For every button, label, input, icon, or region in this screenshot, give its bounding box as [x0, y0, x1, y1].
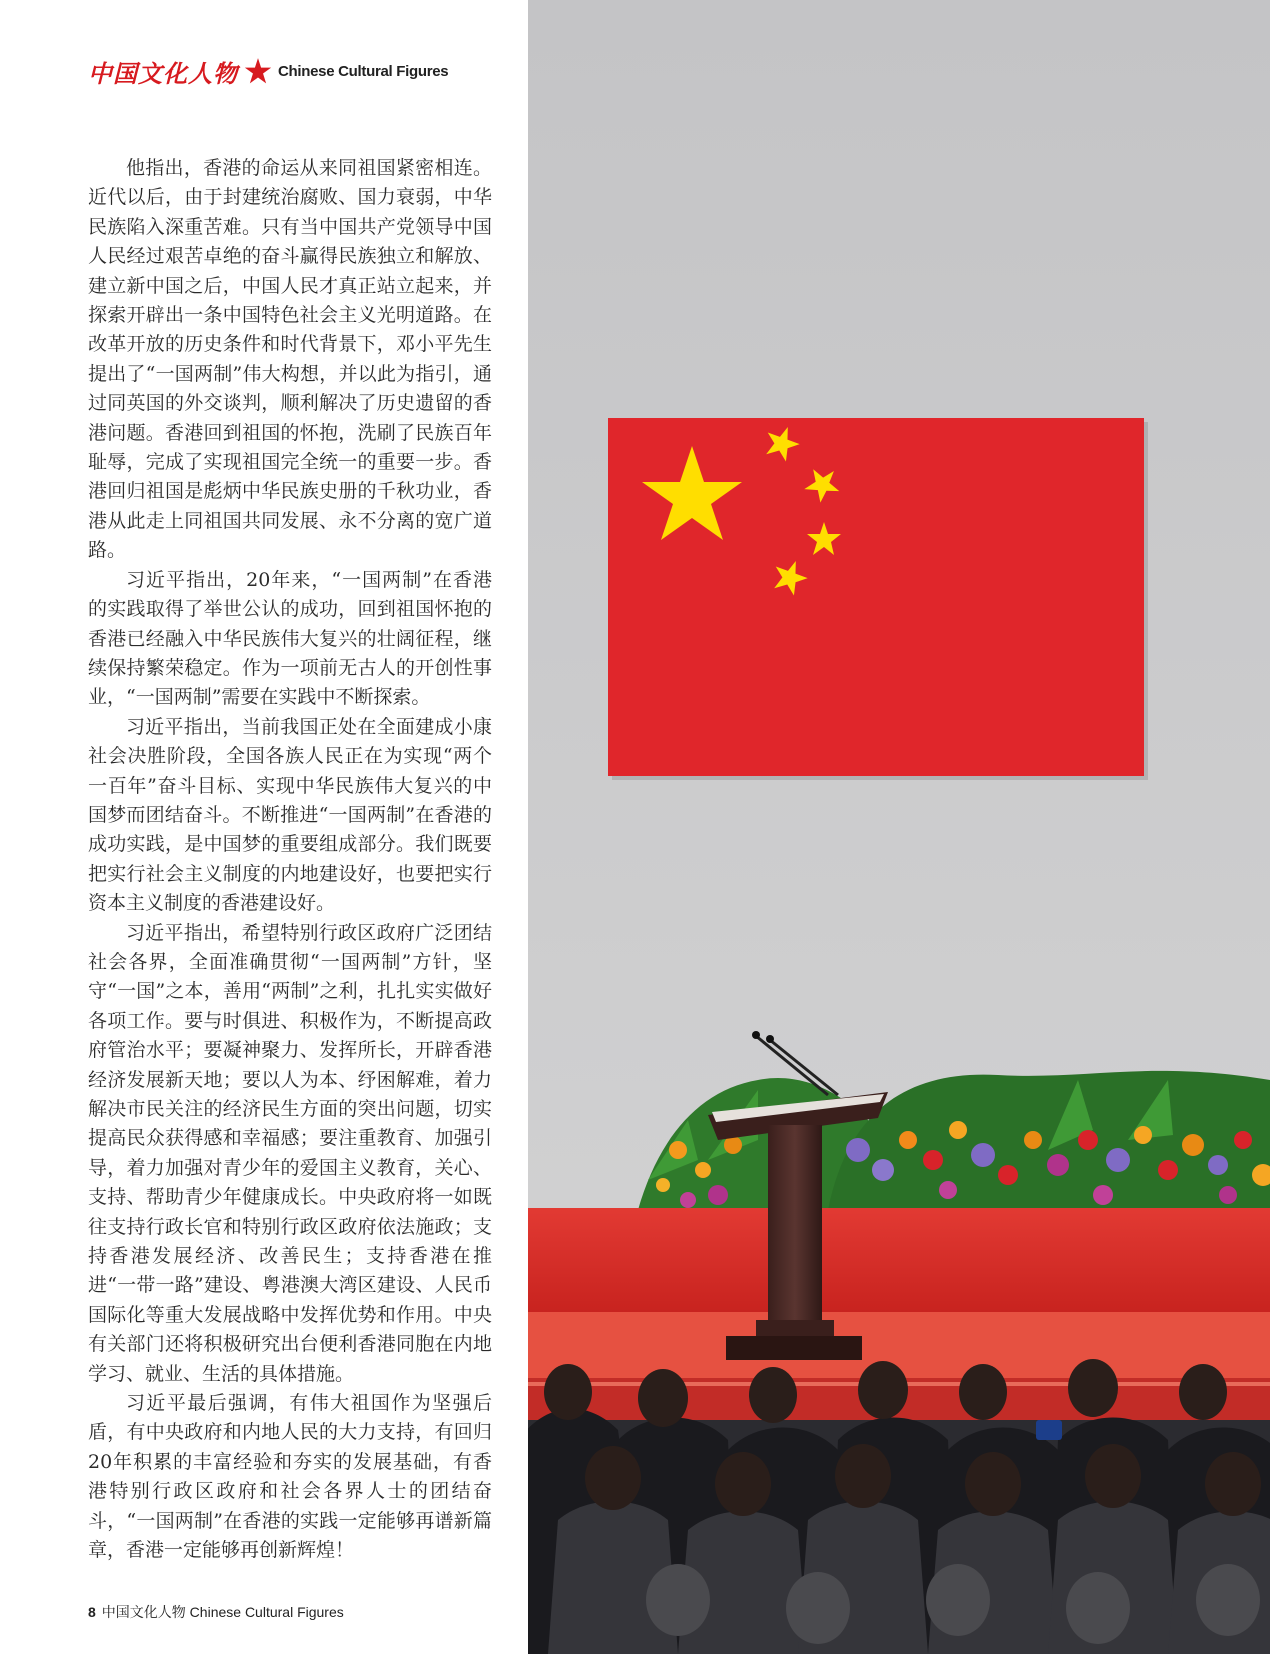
article-paragraph: 习近平指出，当前我国正处在全面建成小康社会决胜阶段，全国各族人民正在为实现“两个一百年”奋斗目标、实现中华民族伟大复兴的中国梦而团结奋斗。不断推进“一国两制”在香港的成功实践，是中国梦的重要组成部分。我们既要把实行社会主义制度的内地建设好，也要把实行资本主义制度的香港建设好。 [88, 715, 492, 915]
article-paragraph: 他指出，香港的命运从来同祖国紧密相连。近代以后，由于封建统治腐败、国力衰弱，中华民族陷入深重苦难。只有当中国共产党领导中国人民经过艰苦卓绝的奋斗赢得民族独立和解放、建立新中国之后，中国人民才真正站立起来，并探索开辟出一条中国特色社会主义光明道路。在改革开放的历史条件和时代背景下，邓小平先生提出了“一国两制”伟大构想，并以此为指引，通过同英国的外交谈判，顺利解决了历史遗留的香港问题。香港回到祖国的怀抱，洗刷了民族百年耻辱，完成了实现祖国完全统一的重要一步。香港回归祖国是彪炳中华民族史册的千秋功业，香港从此走上同祖国共同发展、永不分离的宽广道路。 [88, 157, 492, 562]
masthead-title-en: Chinese Cultural Figures [278, 62, 449, 80]
stage-front [528, 1208, 1270, 1312]
article-paragraph: 习近平指出，20年来，“一国两制”在香港的实践取得了举世公认的成功，回到祖国怀抱的香港已经融入中华民族伟大复兴的壮阔征程，继续保持繁荣稳定。作为一项前无古人的开创性事业，“一国两制”需要在实践中不断探索。 [88, 568, 492, 709]
red-star-icon [244, 57, 272, 85]
page-number: 8 [88, 1604, 96, 1620]
article-paragraph: 习近平指出，希望特别行政区政府广泛团结社会各界，全面准确贯彻“一国两制”方针，坚守“一国”之本，善用“两制”之利，扎扎实实做好各项工作。要与时俱进、积极作为，不断提高政府管治水平；要凝神聚力、发挥所长，开辟香港经济发展新天地；要以人为本、纾困解难，着力解决市民关注的经济民生方面的突出问题，切实提高民众获得感和幸福感；要注重教育、加强引导，着力加强对青少年的爱国主义教育，关心、支持、帮助青少年健康成长。中央政府将一如既往支持行政长官和特别行政区政府依法施政；支持香港发展经济、改善民生；支持香港在推进“一带一路”建设、粤港澳大湾区建设、人民币国际化等重大发展战略中发挥优势和作用。中央有关部门还将积极研究出台便利香港同胞在内地学习、就业、生活的具体措施。 [88, 921, 492, 1385]
flower-arrangement [638, 1071, 1270, 1210]
chinese-national-flag [608, 418, 1148, 780]
ceremony-photo [528, 0, 1270, 1654]
masthead [88, 54, 448, 88]
masthead-title-cn: 中国文化人物 [88, 58, 238, 88]
footer-publication-name: 中国文化人物 Chinese Cultural Figures [101, 1604, 344, 1620]
article-paragraph: 习近平最后强调，有伟大祖国作为坚强后盾，有中央政府和内地人民的大力支持，有回归20年积累的丰富经验和夯实的发展基础，有香港特别行政区政府和社会各界人士的团结奋斗，“一国两制”在香港的实践一定能够再谱新篇章，香港一定能够再创新辉煌！ [88, 1392, 492, 1562]
camera-phone [1036, 1420, 1062, 1440]
article-body [88, 154, 492, 1566]
page-footer [88, 1602, 344, 1622]
